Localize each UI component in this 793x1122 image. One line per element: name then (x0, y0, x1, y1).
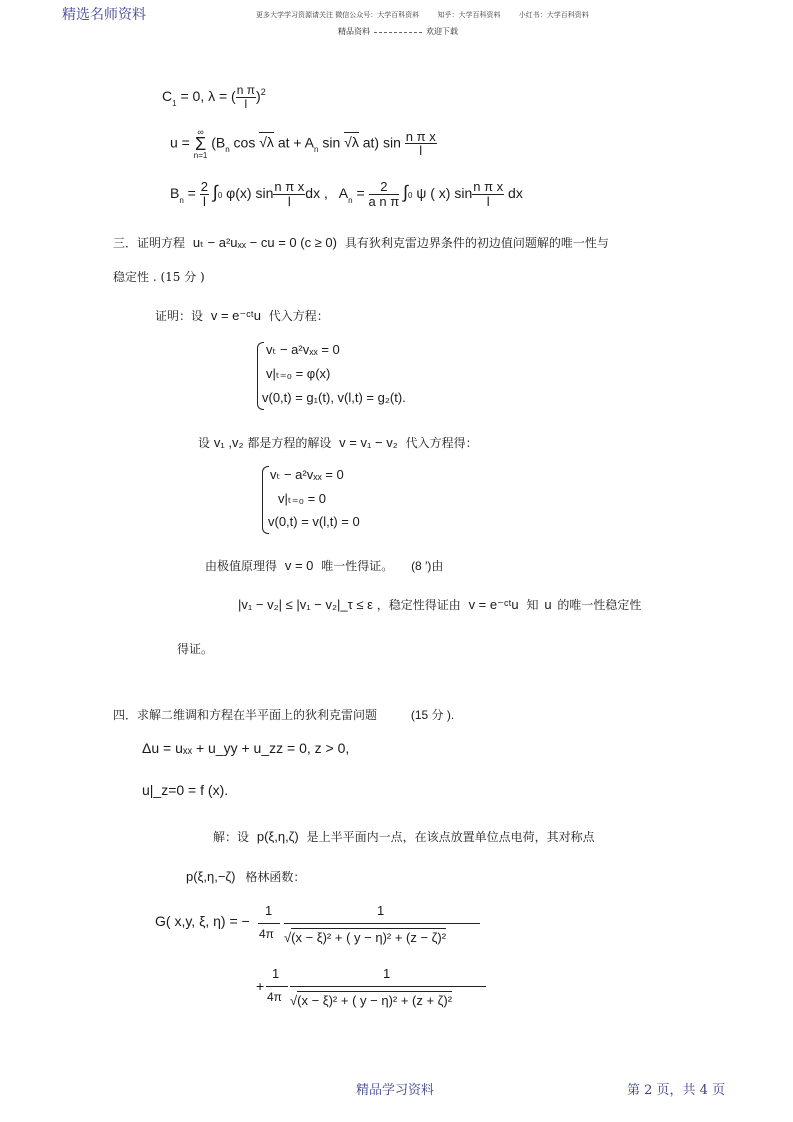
g2-coef-num: 1 (272, 966, 280, 981)
boundary-condition: u|_z=0 = f (x). (142, 782, 229, 798)
s3-title-line (113, 234, 609, 251)
max-principle-line (205, 557, 443, 574)
s4-title: 四．求解二维调和方程在半平面上的狄利克雷问题 (113, 708, 378, 722)
g2-plus: + (256, 978, 265, 994)
s4-title-line (113, 706, 454, 723)
sys1-line2: v|ₜ₌₀ = φ(x) (266, 366, 331, 381)
stability-line (238, 596, 641, 613)
proof-b: 代入方程： (268, 309, 329, 323)
s4-score: (15 分 ). (410, 708, 455, 722)
notice-text: 更多大学学习资源请关注 微信公众号：大学百科资料 (256, 11, 420, 19)
set-c: 代入方程得： (405, 436, 478, 450)
g1-bar (284, 923, 480, 924)
solution-intro (213, 828, 595, 845)
laplace-equation: Δu = uₓₓ + u_yy + u_zz = 0, z > 0, (142, 740, 350, 756)
g1-coef-bar (258, 923, 280, 924)
sys2-line2: v|ₜ₌₀ = 0 (278, 491, 327, 506)
conclusion: 得证。 (177, 642, 214, 656)
s3-title-cont: 稳定性 . (15 分 ) (113, 270, 205, 284)
g2-coef-bar (266, 986, 288, 987)
eq-c1: $C_1 = 0$, λ = ( $\frac{\text{n π}}{l}$ )$^2$ (162, 83, 266, 111)
g2-den: √(x − ξ)² + ( y − η)² + (z + ζ)² (290, 993, 453, 1008)
est-u: u (544, 597, 552, 612)
proof-subst: v = e⁻ᶜᵗu (210, 308, 261, 323)
maxp-b: 唯一性得证。 (321, 559, 394, 573)
eq-coefficients: $B_n$ = $\frac{2}{l}$ ∫0 φ(x) sin $\frac{\text{n π x}}{l}$ dx , $A_n$ = $\frac{2}{\text{a n π}}$ ∫0 ψ ( x) sin $\frac{\text{n π x}}{l}$ dx (170, 179, 523, 209)
maxp-c: (8 ′)由 (411, 559, 444, 573)
g2-coef-den: 4π (267, 990, 282, 1004)
sys1-line3: v(0,t) = g₁(t), v(l,t) = g₂(t). (262, 390, 406, 405)
brand-watermark: 精选名师资料 (62, 7, 146, 23)
set-v: v₁ ,v₂ (213, 435, 244, 450)
stability-estimate: |v₁ − v₂| ≤ |v₁ − v₂|_τ ≤ ε (238, 597, 373, 612)
set-solutions-line (198, 434, 478, 451)
s3-title-a: 三．证明方程 (113, 236, 186, 250)
sys1-line1: vₜ − a²vₓₓ = 0 (266, 342, 340, 357)
set-a: 设 (198, 436, 211, 450)
g1-den: √(x − ξ)² + ( y − η)² + (z − ζ)² (284, 930, 447, 945)
header-dash (374, 32, 422, 33)
green-label: 格林函数： (245, 870, 306, 884)
mirror-point-line (186, 868, 305, 885)
g2-num: 1 (383, 966, 391, 981)
g2-bar (290, 986, 486, 987)
xhs-text: 小红书：大学百科资料 (518, 11, 589, 19)
eq-u-series: u = ∞ Σ n=1 ($B_n$ cos √λ at + $A_n$ sin √λ at) sin $\frac{\text{n π x}}{l}$ (170, 127, 436, 161)
proof-intro (155, 307, 329, 324)
g1-coef-num: 1 (265, 903, 273, 918)
sys2-line3: v(0,t) = v(l,t) = 0 (268, 514, 360, 529)
sol-a: 解：设 (213, 830, 250, 844)
est-d: 的唯一性稳定性 (557, 598, 642, 612)
green-lhs: G( x,y, ξ, η) = − (155, 913, 250, 929)
est-b: ，稳定性得证由 (376, 598, 461, 612)
est-eq: v = e⁻ᶜᵗu (468, 597, 519, 612)
set-eq: v = v₁ − v₂ (339, 435, 398, 450)
header-subline (338, 26, 458, 37)
maxp-eq: v = 0 (284, 558, 314, 573)
s3-eq-inline: uₜ − a²uₓₓ − cu = 0 (c ≥ 0) (192, 235, 337, 250)
set-b: 都是方程的解设 (247, 436, 332, 450)
est-c: 知 (526, 598, 539, 612)
mirror-point: p(ξ,η,−ζ) (186, 869, 236, 884)
point-p: p(ξ,η,ζ) (256, 829, 299, 844)
zhihu-text: 知乎：大学百科资料 (437, 11, 501, 19)
g1-num: 1 (377, 903, 385, 918)
footer-center: 精品学习资料 (356, 1083, 435, 1098)
maxp-a: 由极值原理得 (205, 559, 278, 573)
proof-a: 证明：设 (155, 309, 204, 323)
s3-title-b: 具有狄利克雷边界条件的初边值问题解的唯一性与 (344, 236, 609, 250)
header-notice (256, 10, 589, 20)
g1-coef-den: 4π (259, 927, 274, 941)
page-indicator: 第 2 页，共 4 页 (627, 1083, 726, 1098)
sub-right: 欢迎下载 (426, 27, 458, 36)
sys2-line1: vₜ − a²vₓₓ = 0 (270, 467, 344, 482)
sol-b: 是上半平面内一点，在该点放置单位点电荷，其对称点 (306, 830, 595, 844)
sub-left: 精品资料 (338, 27, 370, 36)
